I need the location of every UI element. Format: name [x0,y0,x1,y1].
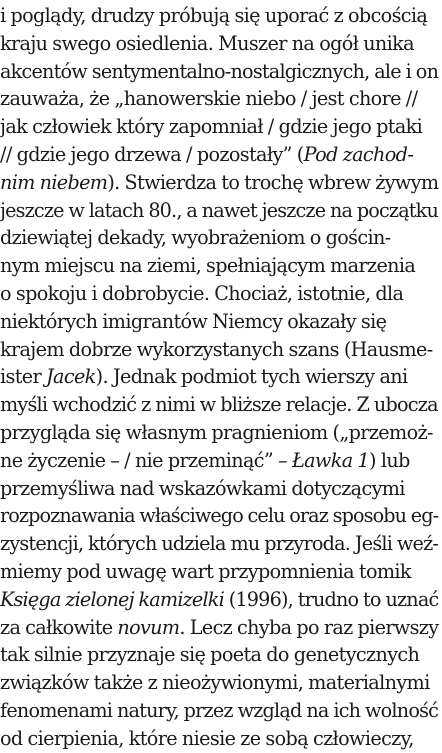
body-text: . Lecz chyba po raz pierwszy [179,615,439,639]
body-text: nym miejscu na ziemi, spełniającym marzenia [0,254,416,278]
text-line [0,558,442,586]
body-text: przemyśliwa nad wskazówkami dotyczącymi [0,476,405,500]
text-line [0,391,442,419]
italic-title-text: Księga zielonej kamizelki [0,587,224,611]
body-text: akcentów sentymentalno-nostalgicznych, ale i on [0,59,439,83]
text-line [0,641,442,669]
body-text: niektórych imigrantów Niemcy okazały się [0,309,387,333]
body-text: o spokoju i dobrobycie. Chociaż, istotnie, dla [0,281,404,305]
body-text: zystencji, których udziela mu przyroda. Jeśli weź- [0,532,439,556]
body-text: za całkowite [0,615,118,639]
body-text: ). Jednak podmiot tych wierszy ani [95,365,408,389]
body-text: ) lub [369,448,410,472]
body-text: związków także z nieożywionymi, materialnymi [0,671,430,695]
body-text: dziewiątej dekady, wyobrażeniom o gościn- [0,226,391,250]
text-line [0,224,442,252]
body-text: rozpoznawania właściwego celu oraz sposobu eg- [0,504,439,528]
body-text: // gdzie jego drzewa / pozostały” ( [0,142,304,166]
text-line [0,308,442,336]
body-text: miemy pod uwagę wart przypomnienia tomik [0,559,411,583]
text-line [0,252,442,280]
body-text: tak silnie przyznaje się poeta do genetycznych [0,643,420,667]
body-text: przygląda się własnym pragnieniom („przemoż- [0,420,433,444]
text-line [0,475,442,503]
text-line [0,141,442,169]
body-text: (1996), trudno to uznać [223,587,439,611]
text-line [0,725,442,753]
body-text: jak człowiek który zapomniał / gdzie jego ptaki [0,115,423,139]
text-line [0,669,442,697]
body-text: zauważa, że „hanowerskie niebo / jest chore // [0,87,418,111]
text-line [0,530,442,558]
text-line [0,2,442,30]
italic-title-text: Pod zachod- [303,142,414,166]
body-text: kraju swego osiedlenia. Muszer na ogół unika [0,31,414,55]
text-line [0,58,442,86]
text-line [0,113,442,141]
text-line [0,169,442,197]
text-line [0,336,442,364]
body-text: i poglądy, drudzy próbują się uporać z obcością [0,4,428,27]
italic-title-text: Jacek [46,365,96,389]
body-text: fenomenami natury, przez wzgląd na ich wolność [0,698,439,722]
text-line [0,697,442,725]
body-text: ister [0,365,46,389]
body-text: krajem dobrze wykorzystanych szans (Hausme- [0,337,433,361]
italic-title-text: novum [117,615,180,639]
text-line [0,419,442,447]
text-line [0,614,442,642]
body-text: myśli wchodzić z nimi w bliższe relacje. Z ubocza [0,393,438,417]
text-line [0,447,442,475]
body-text: ). Stwierdza to trochę wbrew żywym [107,170,439,194]
text-line [0,502,442,530]
body-text: jeszcze w latach 80., a nawet jeszcze na początku [0,198,438,222]
text-line [0,280,442,308]
text-line [0,85,442,113]
text-line [0,197,442,225]
text-line [0,586,442,614]
text-line [0,363,442,391]
body-text: od cierpienia, które niesie ze sobą człowieczy, [0,726,414,750]
italic-title-text: Ławka 1 [291,448,370,472]
text-line [0,30,442,58]
body-text: ne życzenie – / nie przeminąć” – [0,448,292,472]
italic-title-text: nim niebem [0,170,108,194]
